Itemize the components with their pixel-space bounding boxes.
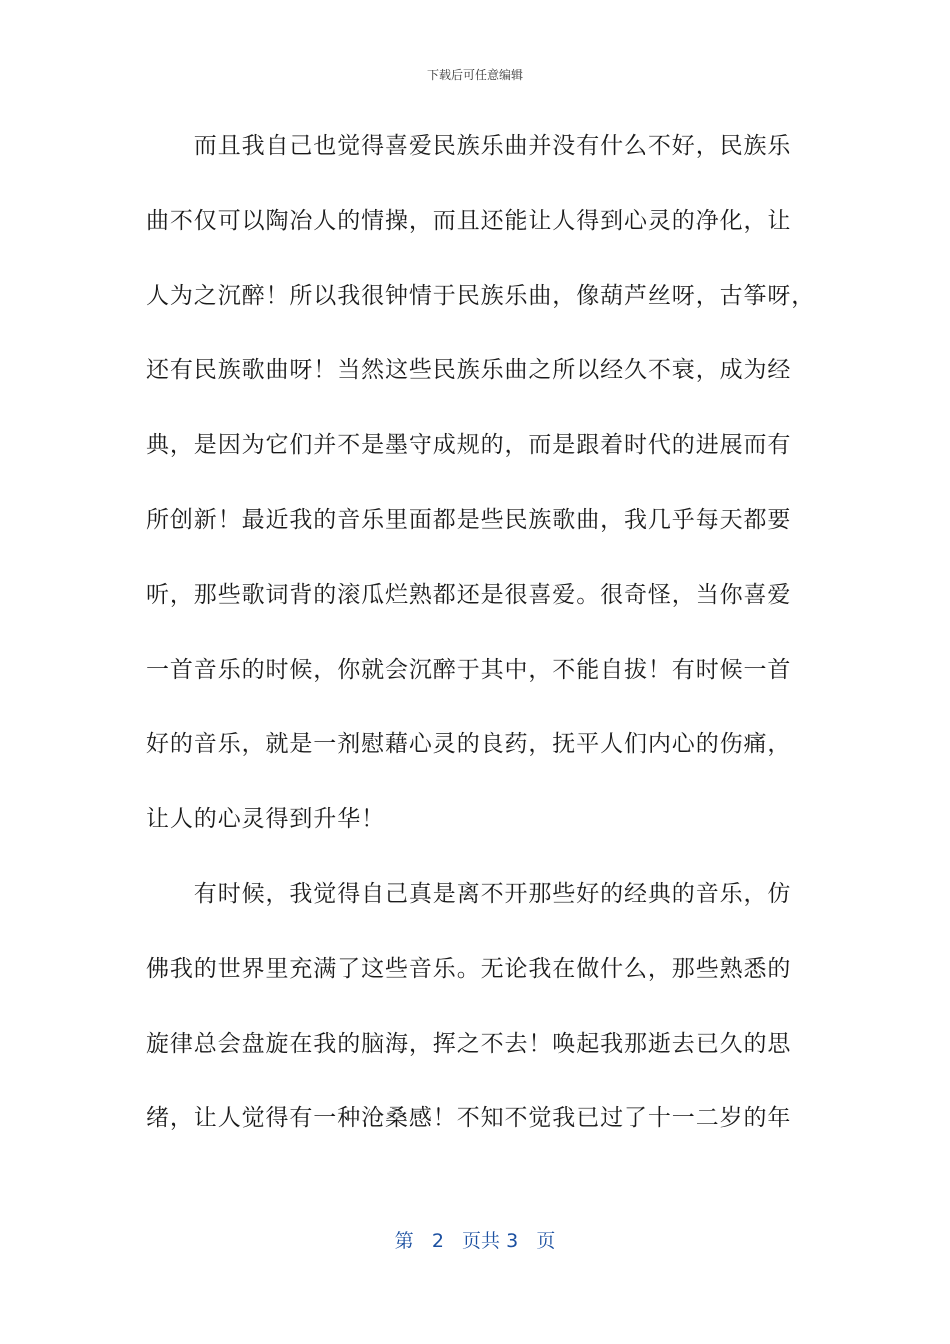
paragraph-1 xyxy=(146,116,816,864)
current-page-number: 2 xyxy=(431,1230,444,1252)
page-label-mid: 页共 xyxy=(462,1230,501,1252)
total-pages-number: 3 xyxy=(506,1230,519,1252)
text-line: 而且我自己也觉得喜爱民族乐曲并没有什么不好，民族乐 xyxy=(146,133,792,159)
text-line: 曲不仅可以陶冶人的情操，而且还能让人得到心灵的净化，让 xyxy=(146,207,792,234)
text-line: 让人的心灵得到升华！ xyxy=(146,806,385,833)
text-line: 绪，让人觉得有一种沧桑感！不知不觉我已过了十一二岁的年 xyxy=(146,1105,792,1132)
text-line: 还有民族歌曲呀！当然这些民族乐曲之所以经久不衰，成为经 xyxy=(146,357,792,384)
text-line: 好的音乐，就是一剂慰藉心灵的良药，抚平人们内心的伤痛， xyxy=(146,731,792,758)
page-header-note: 下载后可任意编辑 xyxy=(426,68,523,82)
paragraph-2 xyxy=(146,864,806,1163)
text-line: 一首音乐的时候，你就会沉醉于其中，不能自拔！有时候一首 xyxy=(146,656,792,683)
page-label-prefix: 第 xyxy=(394,1230,414,1252)
text-line: 佛我的世界里充满了这些音乐。无论我在做什么，那些熟悉的 xyxy=(146,955,792,982)
page-label-suffix: 页 xyxy=(536,1230,556,1252)
text-line: 所创新！最近我的音乐里面都是些民族歌曲，我几乎每天都要 xyxy=(146,506,792,533)
text-line: 听，那些歌词背的滚瓜烂熟都还是很喜爱。很奇怪，当你喜爱 xyxy=(146,581,792,608)
text-line: 典，是因为它们并不是墨守成规的，而是跟着时代的进展而有 xyxy=(146,432,792,459)
text-line: 有时候，我觉得自己真是离不开那些好的经典的音乐，仿 xyxy=(146,880,792,907)
text-line: 人为之沉醉！所以我很钟情于民族乐曲，像葫芦丝呀，古筝呀， xyxy=(146,282,816,309)
page-footer xyxy=(0,1226,950,1253)
document-body xyxy=(146,116,816,1163)
text-line: 旋律总会盘旋在我的脑海，挥之不去！唤起我那逝去已久的思 xyxy=(146,1030,792,1057)
